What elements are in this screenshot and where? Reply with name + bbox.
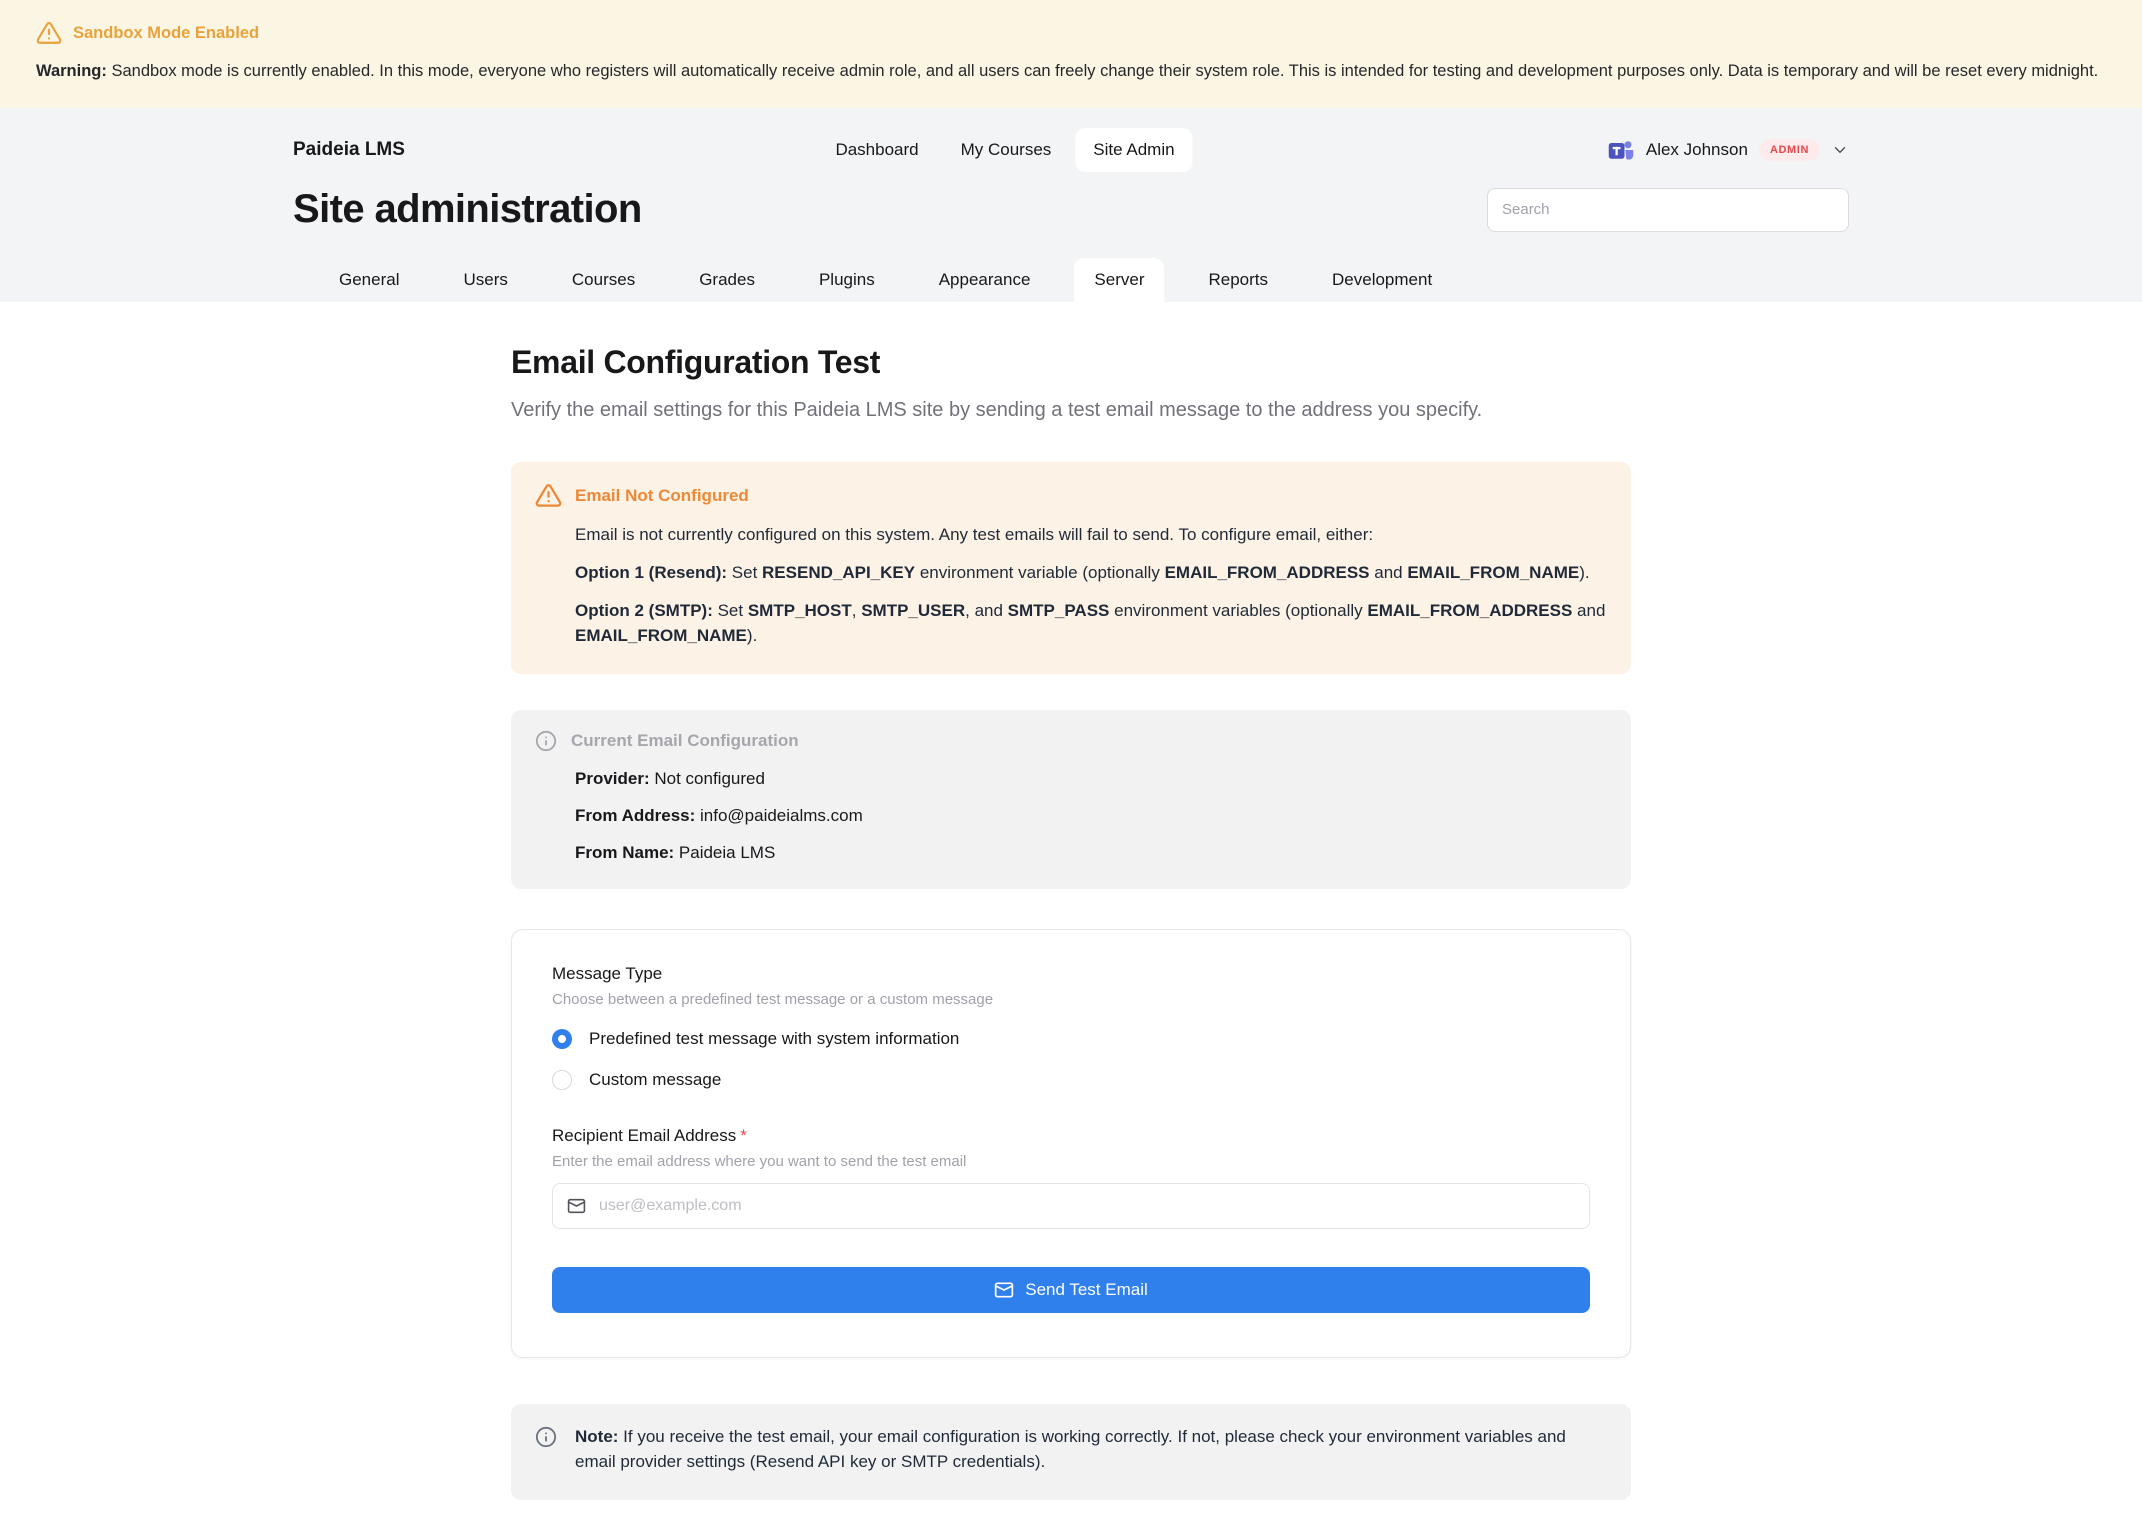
tab-plugins[interactable]: Plugins bbox=[818, 270, 875, 289]
radio-unselected-icon[interactable] bbox=[552, 1070, 572, 1090]
recipient-email-description: Enter the email address where you want to send the test email bbox=[552, 1153, 967, 1170]
user-name: Alex Johnson bbox=[1645, 140, 1748, 159]
radio-label: Custom message bbox=[589, 1070, 722, 1089]
mail-icon bbox=[994, 1280, 1014, 1300]
tab-appearance[interactable]: Appearance bbox=[938, 270, 1031, 289]
nav-item-dashboard[interactable]: Dashboard bbox=[835, 140, 919, 159]
section-title: Email Configuration Test bbox=[511, 344, 881, 380]
radio-selected-icon[interactable] bbox=[552, 1029, 572, 1049]
tab-grades[interactable]: Grades bbox=[699, 270, 755, 289]
send-test-email-button[interactable] bbox=[552, 1267, 1590, 1313]
mail-icon bbox=[567, 1197, 586, 1216]
radio-predefined-message[interactable] bbox=[552, 1029, 1590, 1049]
nav-item-site-admin[interactable]: Site Admin bbox=[1075, 128, 1192, 172]
message-type-label: Message Type bbox=[552, 964, 663, 983]
email-not-configured-alert bbox=[511, 462, 1631, 674]
main-nav bbox=[817, 128, 1192, 172]
avatar bbox=[1607, 136, 1635, 164]
site-header bbox=[0, 108, 2142, 302]
tab-reports[interactable]: Reports bbox=[1208, 270, 1269, 289]
radio-label: Predefined test message with system information bbox=[589, 1029, 960, 1048]
config-box-title: Current Email Configuration bbox=[571, 731, 799, 750]
admin-tabs bbox=[293, 258, 1849, 302]
radio-custom-message[interactable] bbox=[552, 1070, 1590, 1090]
page-title: Site administration bbox=[293, 187, 642, 231]
warning-triangle-icon bbox=[535, 482, 562, 509]
warning-triangle-icon bbox=[36, 20, 62, 46]
tab-courses[interactable]: Courses bbox=[571, 270, 636, 289]
recipient-email-label: Recipient Email Address * bbox=[552, 1126, 747, 1145]
tab-users[interactable]: Users bbox=[463, 270, 508, 289]
tab-general[interactable]: General bbox=[339, 270, 400, 289]
alert-title: Email Not Configured bbox=[575, 485, 749, 505]
section-subtitle: Verify the email settings for this Paideia LMS site by sending a test email message to the address you specify. bbox=[511, 399, 1483, 421]
alert-option-1: Option 1 (Resend): Set RESEND_API_KEY environment variable (optionally EMAIL_FROM_ADDRESS and EMAIL_FROM_NAME). bbox=[575, 563, 1590, 582]
brand-logo[interactable]: Paideia LMS bbox=[293, 139, 405, 160]
user-menu[interactable] bbox=[1607, 136, 1849, 164]
sandbox-banner bbox=[0, 0, 2142, 108]
admin-role-badge: ADMIN bbox=[1759, 139, 1820, 161]
current-email-configuration bbox=[511, 710, 1631, 889]
main-content bbox=[511, 302, 1631, 1500]
recipient-email-input[interactable] bbox=[552, 1183, 1590, 1229]
sandbox-banner-title: Sandbox Mode Enabled bbox=[73, 23, 260, 42]
alert-option-2: Option 2 (SMTP): Set SMTP_HOST, SMTP_USER, and SMTP_PASS environment variables (optionally EMAIL_FROM_ADDRESS and EMAIL_FROM_NAME). bbox=[575, 601, 1606, 645]
required-asterisk: * bbox=[740, 1126, 747, 1145]
alert-intro: Email is not currently configured on this system. Any test emails will fail to send. To configure email, either: bbox=[575, 525, 1374, 544]
config-provider: Provider: Not configured bbox=[575, 769, 765, 788]
tab-development[interactable]: Development bbox=[1332, 270, 1433, 289]
tab-server[interactable]: Server bbox=[1074, 258, 1164, 302]
send-button-label: Send Test Email bbox=[1025, 1280, 1148, 1299]
search-input[interactable] bbox=[1487, 188, 1849, 232]
info-icon bbox=[535, 730, 557, 752]
note-text: Note: If you receive the test email, your email configuration is working correctly. If not, please check your environment variables and email provider settings (Resend API key or SMTP credentials). bbox=[575, 1427, 1566, 1471]
config-from-name: From Name: Paideia LMS bbox=[575, 843, 776, 862]
test-email-form bbox=[511, 929, 1631, 1358]
message-type-description: Choose between a predefined test message or a custom message bbox=[552, 991, 994, 1008]
nav-item-my-courses[interactable]: My Courses bbox=[960, 140, 1052, 159]
sandbox-banner-message: Warning: Sandbox mode is currently enabled. In this mode, everyone who registers will automatically receive admin role, and all users can freely change their system role. This is intended for testing and development purposes only. Data is temporary and will be reset every midnight. bbox=[36, 62, 2099, 80]
info-icon bbox=[535, 1426, 557, 1448]
config-from-address: From Address: info@paideialms.com bbox=[575, 806, 863, 825]
chevron-down-icon bbox=[1831, 141, 1849, 159]
note-box bbox=[511, 1404, 1631, 1500]
